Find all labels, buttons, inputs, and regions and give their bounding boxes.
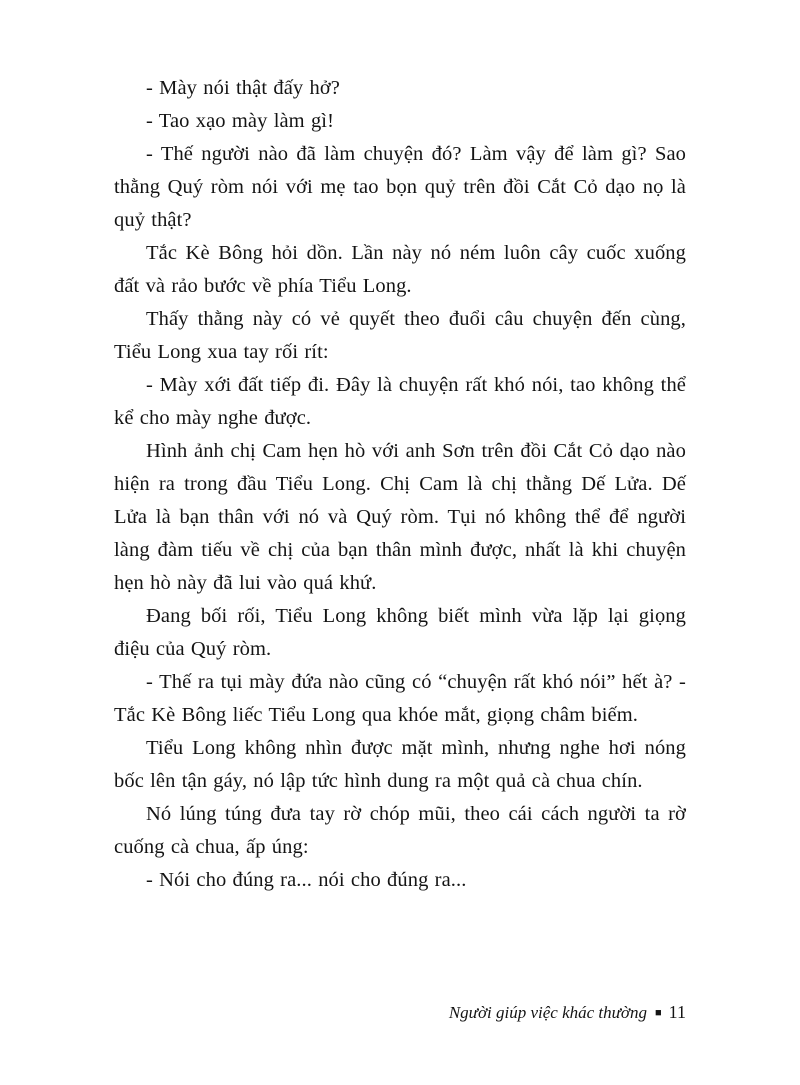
paragraph: Tắc Kè Bông hỏi dồn. Lần này nó ném luôn cây cuốc xuống đất và rảo bước về phía Tiểu Long. [114, 242, 686, 297]
page-footer [449, 1002, 686, 1023]
paragraph: - Thế ra tụi mày đứa nào cũng có “chuyện rất khó nói” hết à? - Tắc Kè Bông liếc Tiểu Long qua khóe mắt, giọng châm biếm. [114, 671, 686, 726]
footer-book-title: Người giúp việc khác thường [448, 1003, 647, 1022]
paragraph: Thấy thằng này có vẻ quyết theo đuổi câu chuyện đến cùng, Tiểu Long xua tay rối rít: [114, 308, 686, 363]
paragraph: - Mày nói thật đấy hở? [146, 77, 340, 99]
paragraph: Tiểu Long không nhìn được mặt mình, nhưng nghe hơi nóng bốc lên tận gáy, nó lập tức hình dung ra một quả cà chua chín. [114, 737, 686, 792]
square-separator-icon: ■ [655, 1007, 662, 1019]
paragraph: Hình ảnh chị Cam hẹn hò với anh Sơn trên đồi Cắt Cỏ dạo nào hiện ra trong đầu Tiểu Long. Chị Cam là chị thằng Dế Lửa. Dế Lửa là bạn thân với nó và Quý ròm. Tụi nó không thể để người làng đàm tiếu về chị của bạn thân mình được, nhất là khi chuyện hẹn hò này đã lui vào quá khứ. [114, 440, 686, 594]
paragraph: - Thế người nào đã làm chuyện đó? Làm vậy để làm gì? Sao thằng Quý ròm nói với mẹ tao bọn quỷ trên đồi Cắt Cỏ dạo nọ là quỷ thật? [114, 143, 686, 231]
paragraph: Đang bối rối, Tiểu Long không biết mình vừa lặp lại giọng điệu của Quý ròm. [114, 605, 686, 660]
paragraph: - Mày xới đất tiếp đi. Đây là chuyện rất khó nói, tao không thể kể cho mày nghe được. [114, 374, 686, 429]
page-text [114, 72, 686, 897]
paragraph: Nó lúng túng đưa tay rờ chóp mũi, theo cái cách người ta rờ cuống cà chua, ấp úng: [114, 803, 686, 858]
paragraph: - Tao xạo mày làm gì! [146, 110, 335, 132]
footer-page-number: 11 [668, 1002, 686, 1022]
paragraph: - Nói cho đúng ra... nói cho đúng ra... [146, 869, 467, 891]
